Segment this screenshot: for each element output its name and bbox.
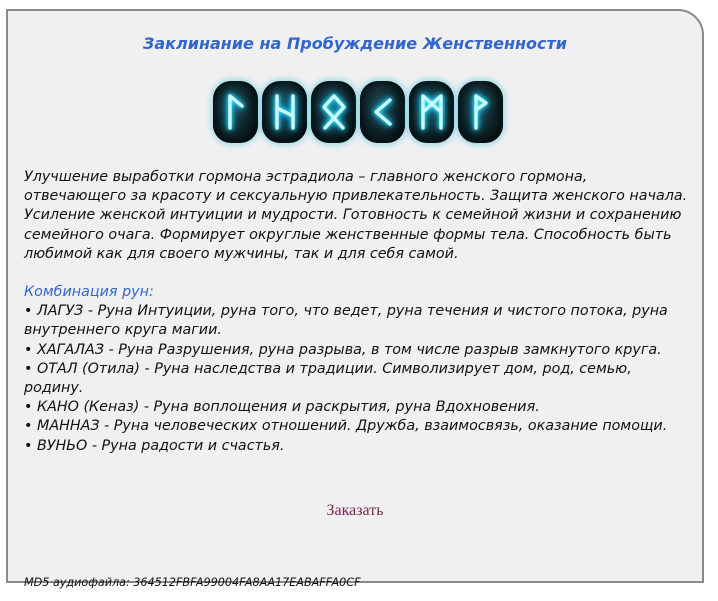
content-text xyxy=(24,168,692,456)
wunjo-rune-icon xyxy=(466,92,496,132)
md5-hash-text: MD5 аудиофайла: 364512FBFA99004FA8AA17EABAFFA0CF xyxy=(24,576,361,589)
hagalaz-rune-icon xyxy=(270,92,300,132)
rune-stone-laguz xyxy=(213,81,258,143)
rune-stone-wunjo xyxy=(458,81,503,143)
rune-list xyxy=(24,302,692,456)
rune-stone-mannaz xyxy=(409,81,454,143)
mannaz-rune-icon xyxy=(417,92,447,132)
list-item: • ВУНЬО - Руна радости и счастья. xyxy=(24,437,285,454)
spell-card xyxy=(6,9,704,589)
rune-stone-othala xyxy=(311,81,356,143)
list-item: • ОТАЛ (Отила) - Руна наследства и традиции. Символизирует дом, род, семью, родину. xyxy=(24,360,632,397)
othala-rune-icon xyxy=(319,92,349,132)
rune-stone-hagalaz xyxy=(262,81,307,143)
list-item: • КАНО (Кеназ) - Руна воплощения и раскрытия, руна Вдохновения. xyxy=(24,399,540,416)
spell-description: Улучшение выработки гормона эстрадиола – главного женского гормона, отвечающего за красоту и сексуальную привлекательность. Защита женского начала. Усиление женской интуиции и мудрости. Готовность к семейной жизни и сохранению семейного очага. Формирует округлые женственные формы тела. Способность быть любимой как для своего мужчины, так и для себя самой. xyxy=(24,169,688,262)
rune-stone-kano xyxy=(360,81,405,143)
laguz-rune-icon xyxy=(221,92,251,132)
rune-combination-heading: Комбинация рун: xyxy=(24,284,154,301)
list-item: • ХАГАЛАЗ - Руна Разрушения, руна разрыва, в том числе разрыв замкнутого круга. xyxy=(24,341,662,358)
page-title: Заклинание на Пробуждение Женственности xyxy=(142,34,568,53)
list-item: • ЛАГУЗ - Руна Интуиции, руна того, что ведет, руна течения и чистого потока, руна внутреннего круга магии. xyxy=(24,303,668,339)
order-link[interactable]: Заказать xyxy=(326,502,384,519)
runes-image xyxy=(213,81,503,143)
list-item: • МАННАЗ - Руна человеческих отношений. Дружба, взаимосвязь, оказание помощи. xyxy=(24,418,668,435)
kano-rune-icon xyxy=(368,92,398,132)
